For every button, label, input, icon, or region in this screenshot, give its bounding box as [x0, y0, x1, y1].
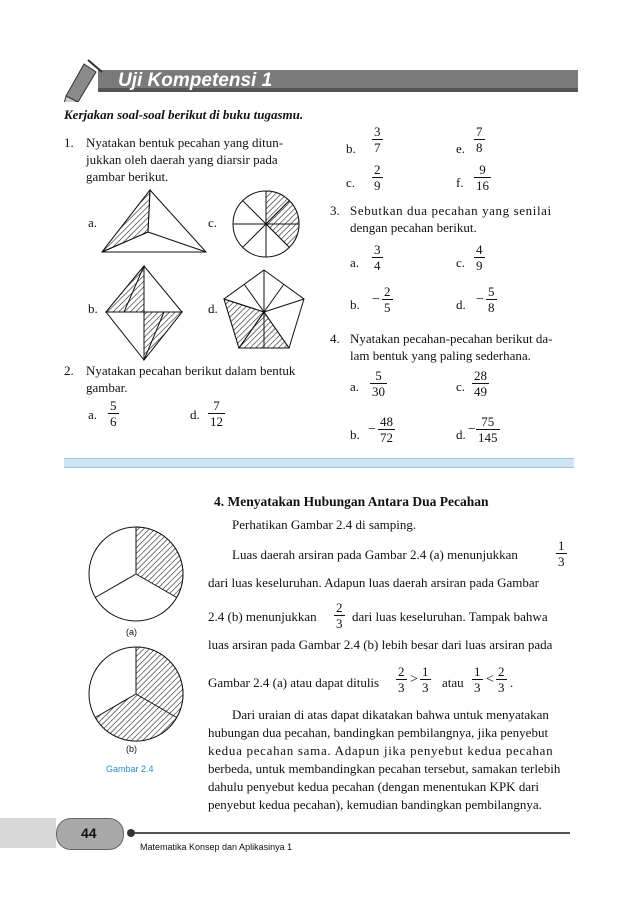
q3-label-c: c. [456, 255, 466, 270]
section-title: 4. Menyatakan Hubungan Antara Dua Pecahan [214, 494, 489, 509]
cmp2-op: < [486, 672, 494, 687]
q1-num: 1. [64, 135, 74, 150]
page-number: 44 [81, 825, 97, 841]
q4-num: 4. [330, 331, 340, 346]
q2-line-2: gambar. [86, 380, 128, 395]
q2-label-a: a. [88, 407, 98, 422]
cmp1-right: $\frac{1}{3}$ [422, 664, 429, 695]
cmp2-left: $\frac{1}{3}$ [474, 664, 481, 695]
q4-line-1: Nyatakan pecahan-pecahan berikut da- [350, 331, 553, 346]
q2-frac-a: $\frac{5}{6}$ [110, 398, 117, 429]
figure-circle-a [86, 524, 186, 624]
section-p6-4: berbeda, untuk membandingkan pecahan tersebut, samakan terlebih [208, 761, 561, 776]
q3-sign-b: − [372, 292, 380, 307]
figure-circle-b [86, 644, 186, 744]
section-p2b: dari luas keseluruhan. Adapun luas daerah arsiran pada Gambar [208, 575, 540, 590]
q4-frac-b: $\frac{48}{72}$ [380, 414, 393, 445]
q3-frac-d: $\frac{5}{8}$ [488, 284, 495, 315]
q4-sign-b: − [368, 422, 376, 437]
section-banner [58, 58, 578, 102]
q3-frac-b: $\frac{2}{5}$ [384, 284, 391, 315]
q2-frac-d: $\frac{7}{12}$ [210, 398, 223, 429]
section-p5a: Gambar 2.4 (a) atau dapat ditulis [208, 675, 380, 690]
q4-sign-d: − [468, 422, 476, 437]
section-p3a: 2.4 (b) menunjukkan [208, 609, 317, 624]
figure-caption: Gambar 2.4 [106, 764, 154, 774]
q2-line-1: Nyatakan pecahan berikut dalam bentuk [86, 363, 296, 378]
divider-band [64, 458, 574, 468]
section-p6-5: dahulu penyebut kedua pecahan (dengan menentukan KPK dari [208, 779, 540, 794]
q3-frac-a: $\frac{3}{4}$ [374, 242, 381, 273]
q1-label-a: a. [88, 215, 98, 230]
banner-title: Uji Kompetensi 1 [118, 70, 273, 91]
q3-frac-c: $\frac{4}{9}$ [476, 242, 483, 273]
cmp2-right: $\frac{2}{3}$ [498, 664, 505, 695]
section-p6-6: penyebut kedua pecahan), kemudian bandingkan pembilangnya. [208, 797, 542, 812]
figure-label-b: (b) [126, 744, 137, 754]
section-p2a: Luas daerah arsiran pada Gambar 2.4 (a) menunjukkan [232, 547, 518, 562]
q2-frac-c: $\frac{2}{9}$ [374, 162, 381, 193]
section-frac-2-3: $\frac{2}{3}$ [336, 600, 343, 631]
q2-label-f: f. [456, 175, 464, 190]
q4-frac-a: $\frac{5}{30}$ [372, 368, 385, 399]
q1-line-2: jukkan oleh daerah yang diarsir pada [86, 152, 278, 167]
figure-pentagon [222, 268, 306, 352]
q4-label-d: d. [456, 427, 466, 442]
q1-label-c: c. [208, 215, 218, 230]
footer-line [130, 832, 570, 834]
q2-num: 2. [64, 363, 74, 378]
q3-line-2: dengan pecahan berikut. [350, 220, 477, 235]
section-p1: Perhatikan Gambar 2.4 di samping. [232, 517, 417, 532]
section-p3b: dari luas keseluruhan. Tampak bahwa [352, 609, 548, 624]
q3-sign-d: − [476, 292, 484, 307]
cmp-end: . [510, 675, 514, 690]
q3-label-a: a. [350, 255, 360, 270]
figure-circle-eighths [230, 188, 302, 260]
footer-book-title: Matematika Konsep dan Aplikasinya 1 [140, 842, 293, 852]
q2-label-b: b. [346, 141, 356, 156]
q2-frac-f: $\frac{9}{16}$ [476, 162, 489, 193]
footer-dot [127, 829, 135, 837]
page-number-badge [56, 818, 124, 850]
q3-label-d: d. [456, 297, 466, 312]
footer-left-tab [0, 818, 56, 848]
q3-line-1: Sebutkan dua pecahan yang senilai [350, 203, 552, 218]
cmp1-op: > [410, 672, 418, 687]
q2-label-e: e. [456, 141, 466, 156]
q2-frac-e: $\frac{7}{8}$ [476, 124, 483, 155]
q1-line-3: gambar berikut. [86, 169, 169, 184]
q3-num: 3. [330, 203, 340, 218]
instruction: Kerjakan soal-soal berikut di buku tugasmu. [64, 107, 304, 122]
q4-frac-c: $\frac{28}{49}$ [474, 368, 487, 399]
q3-label-b: b. [350, 297, 360, 312]
q1-label-b: b. [88, 301, 98, 316]
atau-word: atau [442, 675, 464, 690]
q2-label-c: c. [346, 175, 356, 190]
figure-label-a: (a) [126, 627, 137, 637]
cmp1-left: $\frac{2}{3}$ [398, 664, 405, 695]
figure-rhombus [104, 264, 184, 362]
q2-label-d: d. [190, 407, 200, 422]
section-p6-3: kedua pecahan sama. Adapun jika penyebut kedua pecahan [208, 743, 554, 758]
q4-line-2: lam bentuk yang paling sederhana. [350, 348, 531, 363]
q4-frac-d: $\frac{75}{145}$ [478, 414, 498, 445]
q2-frac-b: $\frac{3}{7}$ [374, 124, 381, 155]
pencil-icon [64, 60, 102, 102]
section-frac-1-3: $\frac{1}{3}$ [558, 538, 565, 569]
figure-triangle [100, 186, 210, 256]
q1-line-1: Nyatakan bentuk pecahan yang ditun- [86, 135, 284, 150]
q1-label-d: d. [208, 301, 218, 316]
q4-label-c: c. [456, 379, 466, 394]
section-p4: luas arsiran pada Gambar 2.4 (b) lebih besar dari luas arsiran pada [208, 637, 553, 652]
section-p6-1: Dari uraian di atas dapat dikatakan bahwa untuk menyatakan [232, 707, 549, 722]
q4-label-b: b. [350, 427, 360, 442]
section-p6-2: hubungan dua pecahan, bandingkan pembilangnya, jika penyebut [208, 725, 549, 740]
q4-label-a: a. [350, 379, 360, 394]
